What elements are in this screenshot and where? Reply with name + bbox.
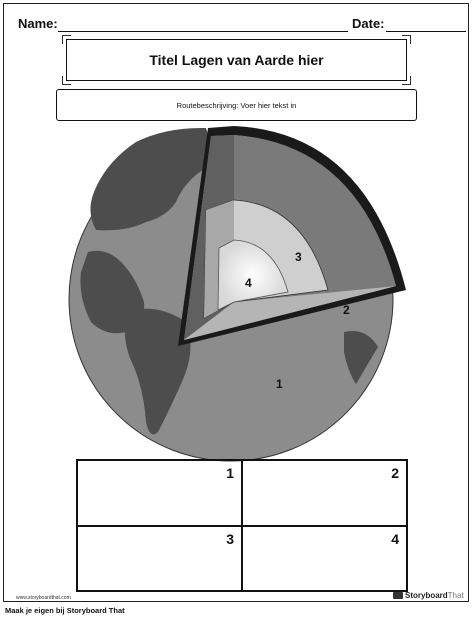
title-box[interactable] — [66, 39, 407, 81]
answer-box-number: 4 — [391, 530, 399, 547]
answer-box-number: 3 — [226, 530, 234, 547]
instructions-box[interactable] — [56, 89, 417, 121]
answer-box-2[interactable] — [242, 460, 407, 526]
name-label: Name: — [18, 16, 58, 31]
instructions-text: Routebeschrijving: Voer hier tekst in — [176, 100, 297, 110]
answer-box-1[interactable] — [77, 460, 242, 526]
name-line[interactable] — [58, 31, 348, 32]
earth-layers-diagram — [66, 122, 414, 462]
layer-label-3: 3 — [295, 250, 302, 264]
answer-box-number: 1 — [226, 465, 234, 481]
answer-box-number: 2 — [391, 465, 399, 481]
name-date-row — [14, 16, 466, 36]
date-label: Date: — [352, 16, 385, 31]
layer-label-2: 2 — [343, 303, 350, 317]
storyboard-logo-icon — [393, 592, 403, 599]
answer-grid — [76, 459, 408, 592]
answer-box-3[interactable] — [77, 526, 242, 592]
date-line[interactable] — [386, 31, 466, 32]
layer-label-1: 1 — [276, 377, 283, 391]
footer-tagline[interactable]: Maak je eigen bij Storyboard That — [5, 606, 125, 615]
worksheet-page — [3, 3, 469, 602]
page-title: Titel Lagen van Aarde hier — [149, 52, 324, 68]
site-url[interactable]: www.storyboardthat.com — [16, 595, 71, 601]
answer-box-4[interactable] — [242, 526, 407, 592]
storyboardthat-logo[interactable]: Storyboard That — [393, 591, 464, 600]
layer-label-4: 4 — [245, 276, 252, 290]
